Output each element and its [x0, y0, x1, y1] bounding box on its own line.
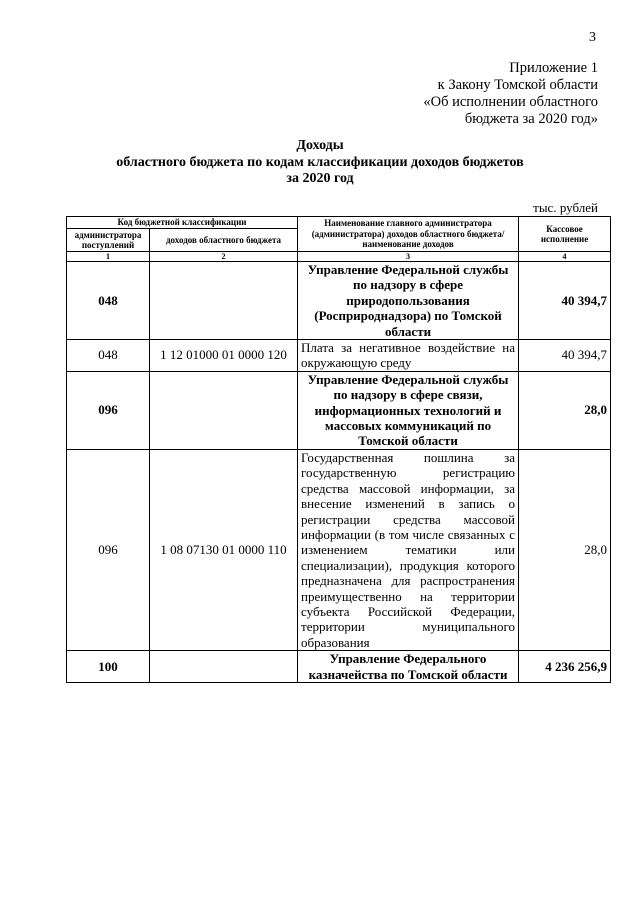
table-row	[67, 371, 611, 449]
admin-name: Управление Федеральной службы по надзору в сфере связи, информационных технологий и массовых коммуникаций по Томской области	[298, 371, 519, 449]
column-index: 1	[67, 252, 150, 262]
table-row	[67, 651, 611, 683]
amount: 40 394,7	[519, 340, 611, 372]
page-number: 3	[589, 30, 596, 45]
appendix-line: «Об исполнении областного	[423, 94, 598, 110]
header-execution: Кассовое исполнение	[519, 217, 611, 252]
column-index: 3	[298, 252, 519, 262]
income-code	[150, 371, 298, 449]
title-line: областного бюджета по кодам классификации доходов бюджетов	[116, 154, 524, 170]
appendix-note	[423, 60, 598, 128]
header-income-code: доходов областного бюджета	[150, 229, 298, 252]
table-row	[67, 262, 611, 340]
amount: 40 394,7	[519, 262, 611, 340]
income-name: Плата за негативное воздействие на окружающую среду	[298, 340, 519, 372]
table-row	[67, 340, 611, 372]
title-line: за 2020 год	[286, 171, 354, 186]
income-code	[150, 651, 298, 683]
admin-code: 096	[67, 371, 150, 449]
title-line: Доходы	[296, 138, 344, 153]
appendix-line: бюджета за 2020 год»	[464, 111, 598, 127]
units-label: тыс. рублей	[533, 200, 598, 215]
column-index: 4	[519, 252, 611, 262]
table-row	[67, 449, 611, 650]
header-name: Наименование главного администратора (администратора) доходов областного бюджета/ наименование доходов	[298, 217, 519, 252]
admin-name: Управление Федеральной службы по надзору в сфере природопользования (Росприроднадзора) по Томской области	[298, 262, 519, 340]
income-table	[66, 216, 611, 683]
admin-code: 048	[67, 340, 150, 372]
appendix-line: к Закону Томской области	[437, 77, 598, 93]
amount: 28,0	[519, 449, 611, 650]
appendix-line: Приложение 1	[509, 60, 598, 76]
income-name: Государственная пошлина за государственную регистрацию средства массовой информации, за внесение изменений в запись о регистрации средства массовой информации (в том числе связанных с изменением тематики или специализации), продукция которого предназначена для распространения преимущественно на территории субъекта Российской Федерации, территории муниципального образования	[298, 449, 519, 650]
admin-code: 100	[67, 651, 150, 683]
income-code: 1 08 07130 01 0000 110	[150, 449, 298, 650]
admin-code: 048	[67, 262, 150, 340]
admin-name: Управление Федерального казначейства по Томской области	[298, 651, 519, 683]
income-code: 1 12 01000 01 0000 120	[150, 340, 298, 372]
column-index: 2	[150, 252, 298, 262]
income-code	[150, 262, 298, 340]
admin-code: 096	[67, 449, 150, 650]
header-classification-code: Код бюджетной классификации	[67, 217, 298, 229]
amount: 28,0	[519, 371, 611, 449]
header-admin: администратора поступлений	[67, 229, 150, 252]
amount: 4 236 256,9	[519, 651, 611, 683]
document-title	[0, 138, 640, 188]
